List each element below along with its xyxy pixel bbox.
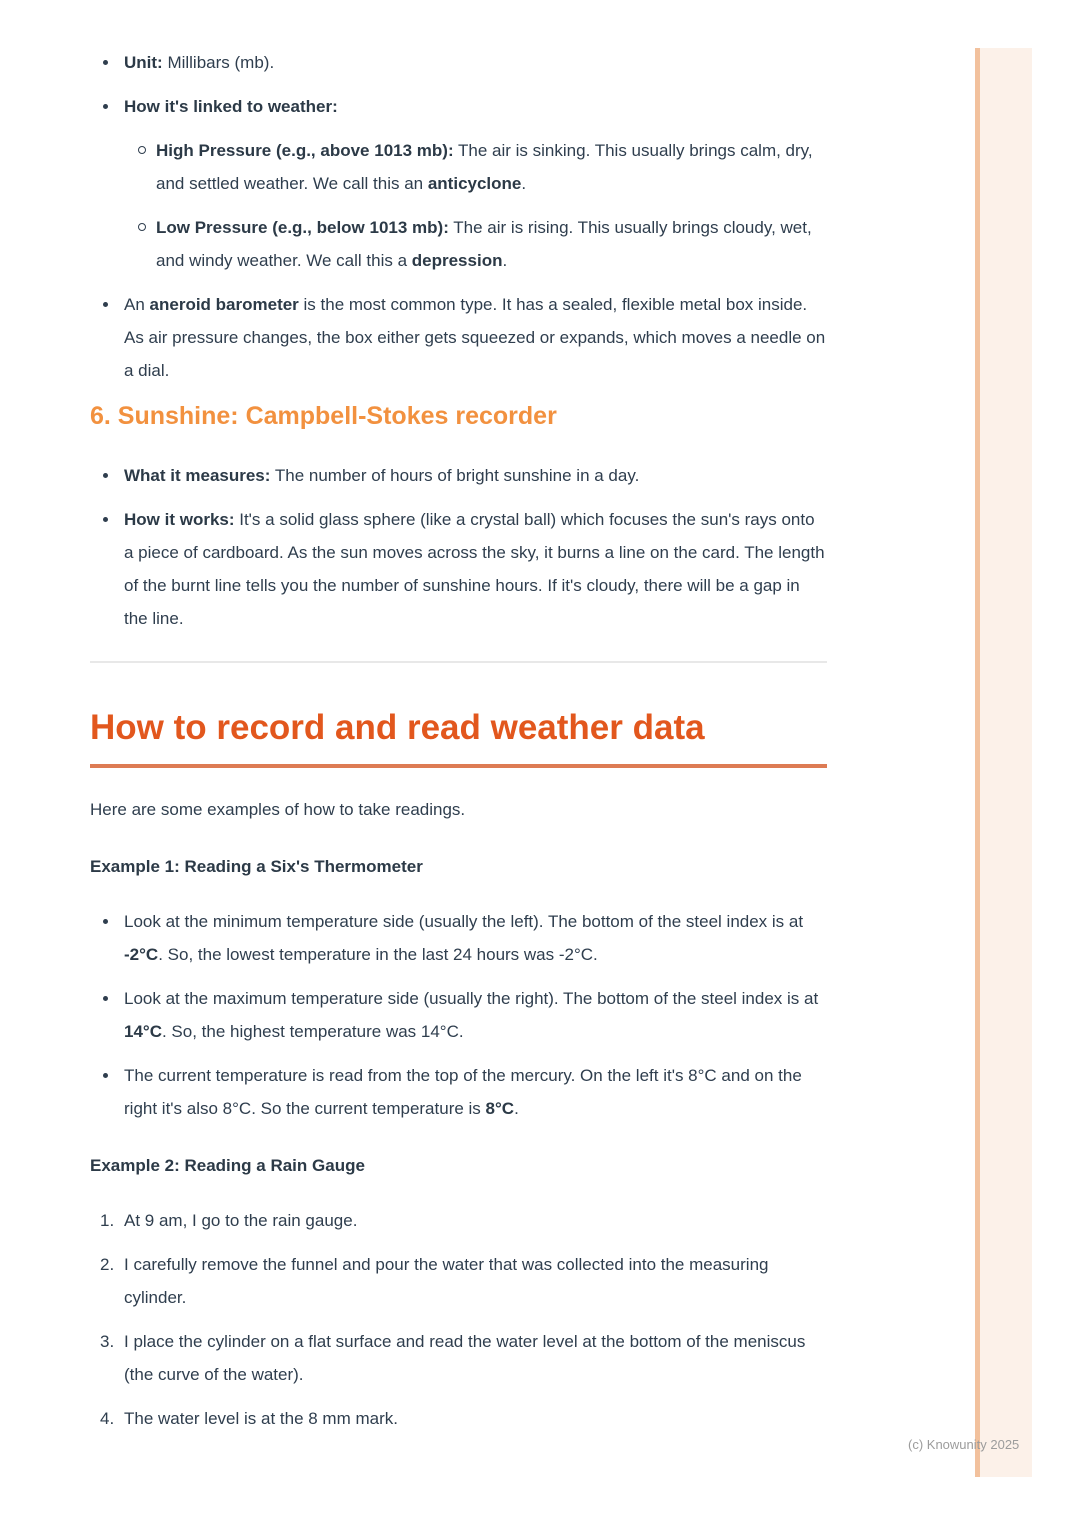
record-read-heading: How to record and read weather data — [90, 708, 705, 748]
pressure-bullet-list — [90, 46, 827, 387]
section-divider — [90, 661, 827, 663]
list-item: The current temperature is read from the top of the mercury. On the left it's 8°C and on the right it's also 8°C. So the current temperature is 8°C. — [90, 1059, 827, 1125]
list-item: An aneroid barometer is the most common type. It has a sealed, flexible metal box inside. As air pressure changes, the box either gets squeezed or expands, which moves a needle on a dial. — [90, 288, 827, 387]
list-item: I carefully remove the funnel and pour the water that was collected into the measuring cylinder. — [124, 1254, 769, 1307]
example2-title: Example 2: Reading a Rain Gauge — [90, 1155, 365, 1175]
example1-bullet-list — [90, 905, 827, 1125]
list-item: Look at the minimum temperature side (usually the left). The bottom of the steel index is at -2°C. So, the lowest temperature in the last 24 hours was -2°C. — [90, 905, 827, 971]
list-item: How it works: It's a solid glass sphere (like a crystal ball) which focuses the sun's rays onto a piece of cardboard. As the sun moves across the sky, it burns a line on the card. The length of the burnt line tells you the number of sunshine hours. If it's cloudy, there will be a gap in the line. — [90, 503, 827, 635]
right-accent-band — [980, 48, 1032, 1477]
list-item: At 9 am, I go to the rain gauge. — [124, 1210, 358, 1230]
intro-paragraph: Here are some examples of how to take readings. — [90, 799, 466, 819]
example2-step-list — [90, 1204, 827, 1435]
sunshine-bullet-list — [90, 459, 827, 635]
list-item: How it's linked to weather: High Pressure (e.g., above 1013 mb): The air is sinking. This usually brings calm, dry, and settled weather. We call this an anticyclone. Low Pressure (e.g., below 1013 mb): The air is rising. This usually brings cloudy, wet, and windy weather. We call this a depression. — [90, 90, 827, 277]
example1-title: Example 1: Reading a Six's Thermometer — [90, 856, 423, 876]
list-item: I place the cylinder on a flat surface and read the water level at the bottom of the meniscus (the curve of the water). — [124, 1331, 806, 1384]
list-item: Low Pressure (e.g., below 1013 mb): The air is rising. This usually brings cloudy, wet, and windy weather. We call this a depression. — [124, 211, 827, 277]
list-item: What it measures: The number of hours of bright sunshine in a day. — [90, 459, 827, 492]
text-column — [90, 46, 827, 1435]
right-accent-band-stripe — [975, 48, 980, 1477]
list-item: High Pressure (e.g., above 1013 mb): The air is sinking. This usually brings calm, dry, and settled weather. We call this an anticyclone. — [124, 134, 827, 200]
list-item: The water level is at the 8 mm mark. — [124, 1408, 398, 1428]
copyright-watermark: (c) Knowunity 2025 — [908, 1437, 1020, 1452]
sunshine-section-heading: 6. Sunshine: Campbell-Stokes recorder — [90, 402, 557, 430]
heading-underline-rule — [90, 764, 827, 768]
sub-list — [124, 134, 827, 277]
list-item: Look at the maximum temperature side (usually the right). The bottom of the steel index is at 14°C. So, the highest temperature was 14°C. — [90, 982, 827, 1048]
list-item: Unit: Millibars (mb). — [90, 46, 827, 79]
